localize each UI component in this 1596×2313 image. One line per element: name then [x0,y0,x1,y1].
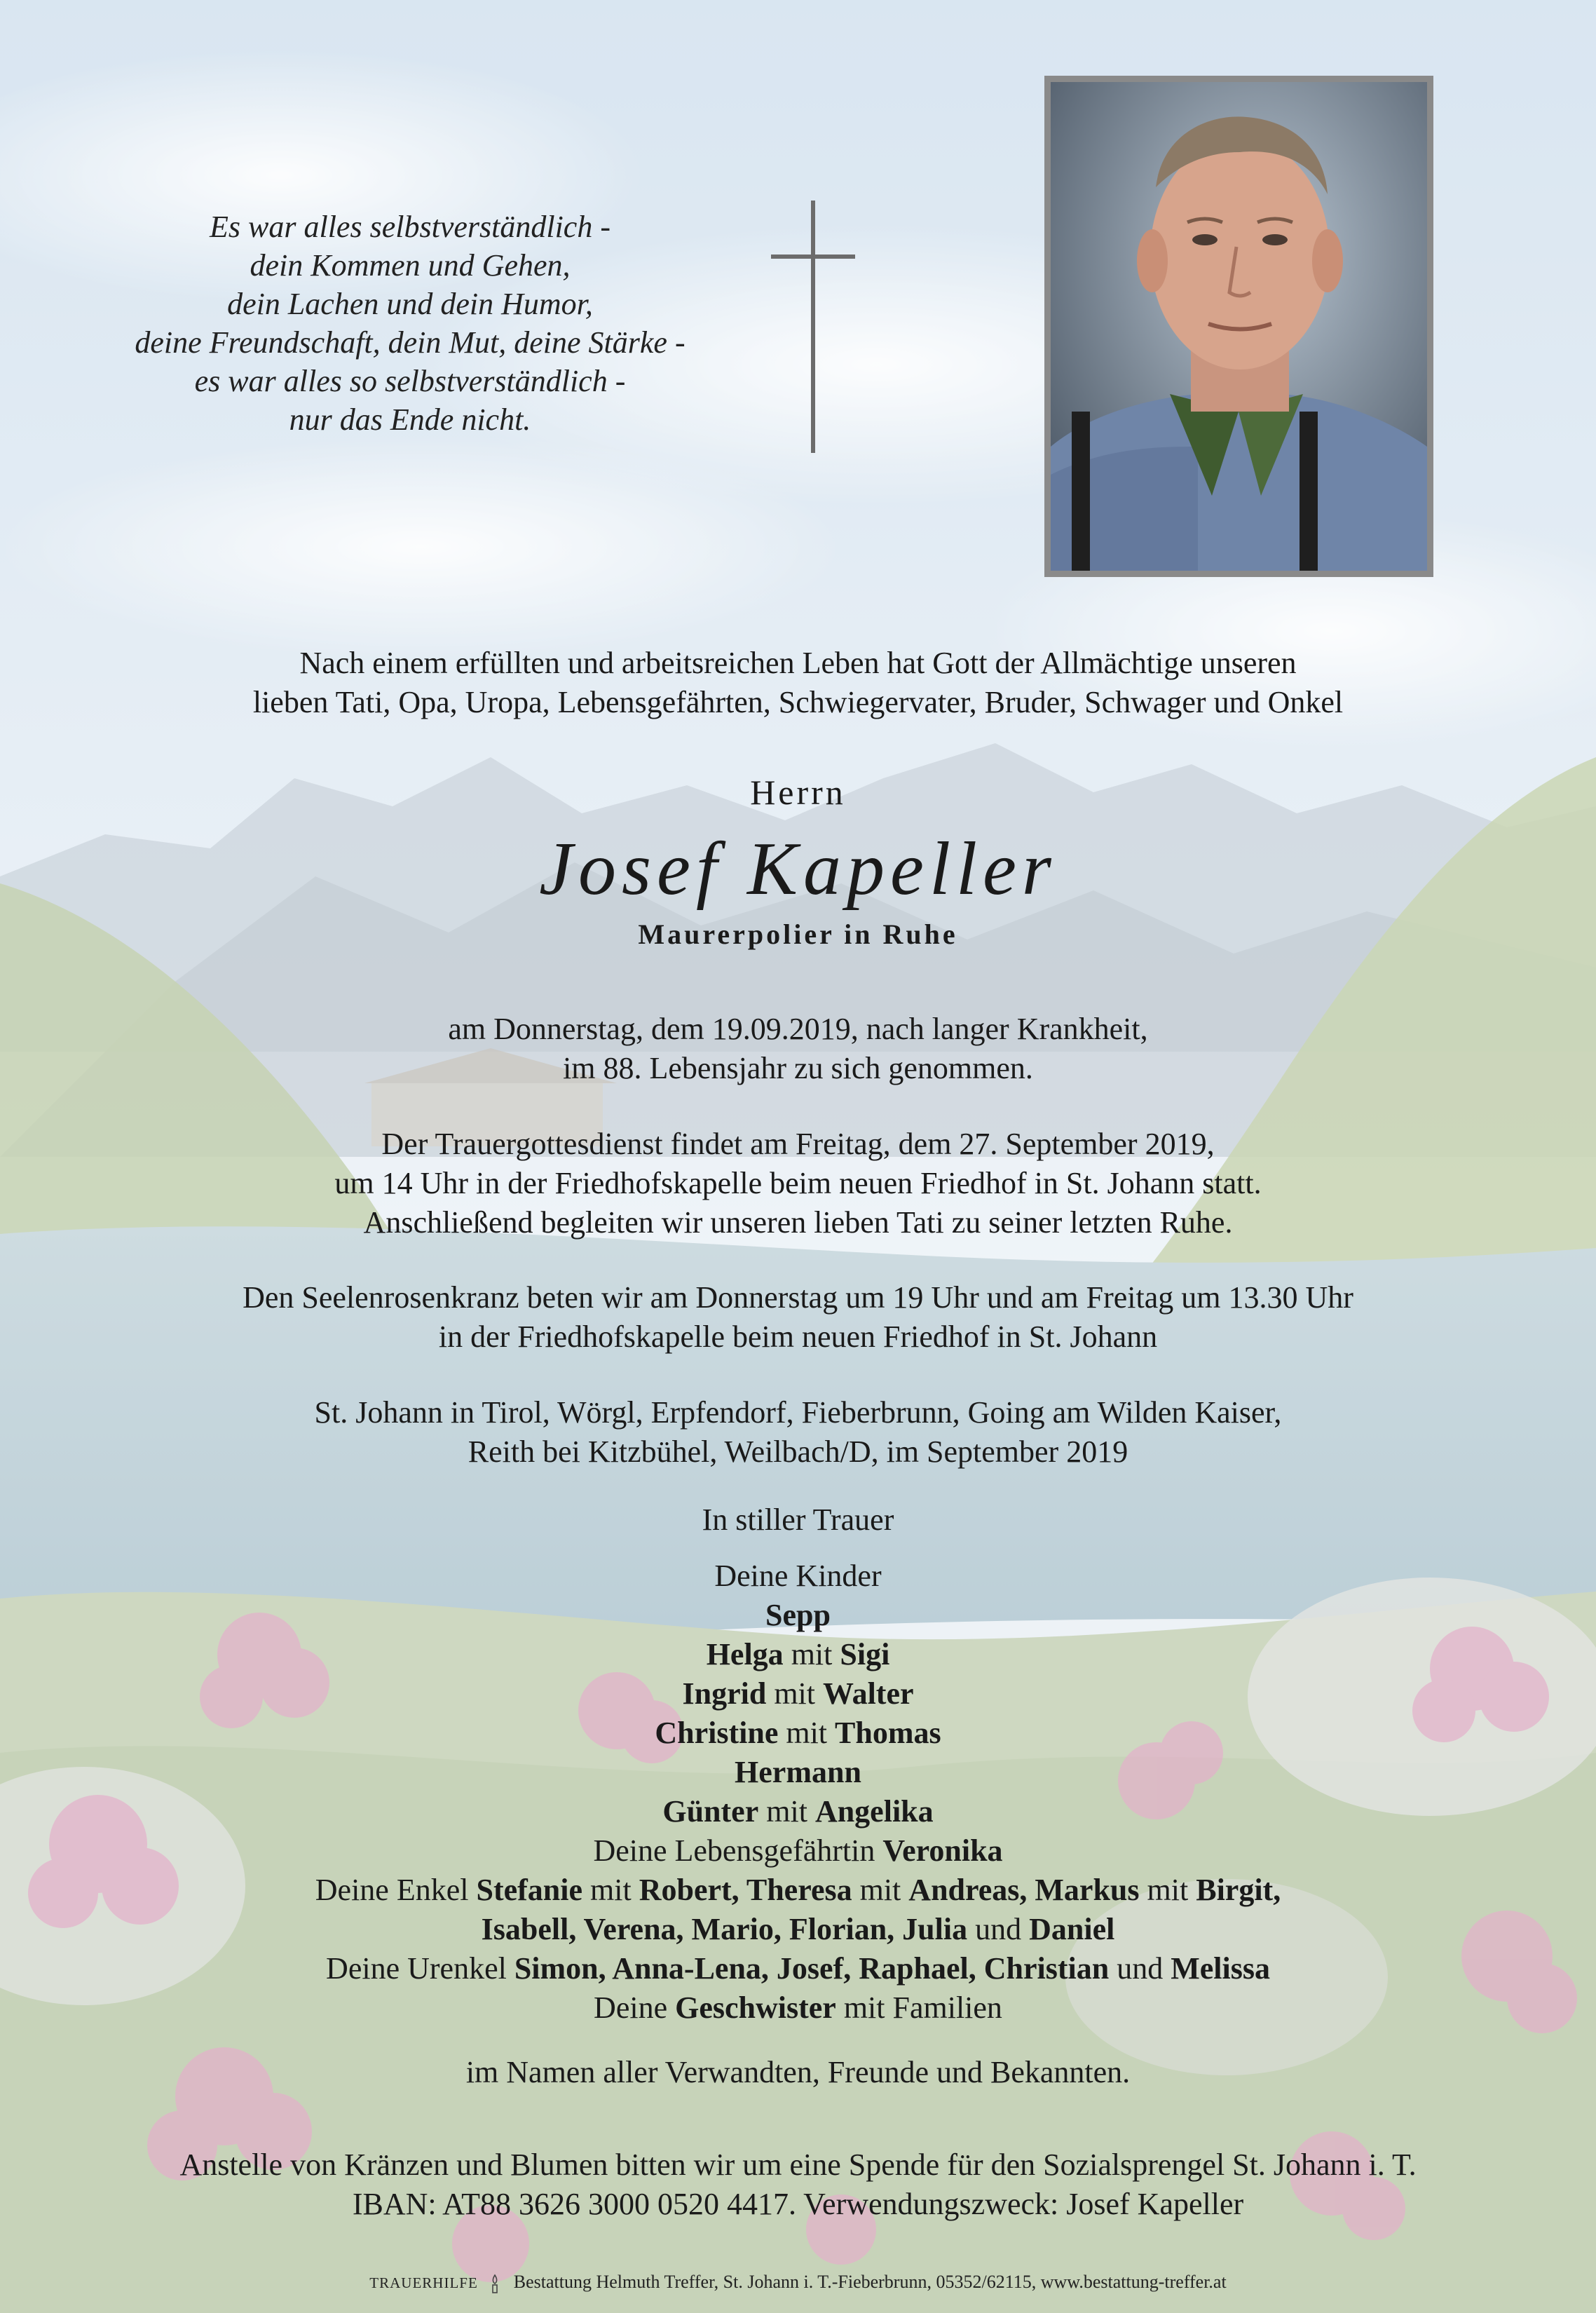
child-name: Helga [706,1637,784,1671]
rosary-line: in der Friedhofskapelle beim neuen Friedhof in St. Johann [438,1320,1158,1354]
grandchildren-line: Deine Enkel Stefanie mit Robert, Theresa mit Andreas, Markus mit Birgit, [315,1873,1281,1907]
places-line: St. Johann in Tirol, Wörgl, Erpfendorf, Fieberbrunn, Going am Wilden Kaiser, [314,1395,1282,1430]
service-line: um 14 Uhr in der Friedhofskapelle beim neuen Friedhof in St. Johann statt. [334,1166,1262,1200]
grief-heading: In stiller Trauer [702,1503,894,1537]
donation-request [0,2145,1596,2224]
life-partner-name: Veronika [882,1833,1003,1868]
service-line: Anschließend begleiten wir unseren lieben Tati zu seiner letzten Ruhe. [363,1205,1233,1240]
child-name: Christine [655,1716,779,1750]
family-member: Günter mit Angelika [662,1794,934,1829]
on-behalf-line: im Namen aller Verwandten, Freunde und Bekannten. [465,2055,1131,2089]
family-member: Ingrid mit Walter [682,1676,914,1711]
family-member [0,1596,1596,1635]
donation-line: Anstelle von Kränzen und Blumen bitten wir um eine Spende für den Sozialsprengel St. Johann i. T. [179,2148,1417,2182]
places-line: Reith bei Kitzbühel, Weilbach/D, im September 2019 [468,1434,1128,1469]
poem-line: es war alles so selbstverständlich - [194,364,626,398]
poem-line: Es war alles selbstverständlich - [210,210,611,244]
intro-line: Nach einem erfüllten und arbeitsreichen Leben hat Gott der Allmächtige unseren [299,646,1297,680]
poem-line: deine Freundschaft, dein Mut, deine Stärke - [135,325,686,360]
portrait-frame [1044,76,1433,577]
deceased-title: Maurerpolier in Ruhe [638,918,958,950]
family-member: Helga mit Sigi [706,1637,890,1671]
footer [0,2270,1596,2295]
poem [42,208,778,439]
death-line: im 88. Lebensjahr zu sich genommen. [563,1051,1033,1085]
candle-icon [486,2274,503,2293]
poem-line: nur das Ende nicht. [289,402,531,437]
intro-text [0,644,1596,722]
funeral-service [0,1125,1596,1242]
life-partner-line: Deine Lebensgefährtin Veronika [593,1833,1003,1868]
grandchildren-line: Isabell, Verena, Mario, Florian, Julia und Daniel [481,1912,1115,1946]
service-line: Der Trauergottesdienst findet am Freitag, dem 27. September 2019, [381,1127,1215,1161]
partner-name: Walter [823,1676,914,1711]
great-grandchildren-line: Deine Urenkel Simon, Anna-Lena, Josef, Raphael, Christian und Melissa [326,1951,1270,1986]
footer-text: Bestattung Helmuth Treffer, St. Johann i. T.-Fieberbrunn, 05352/62115, www.bestattung-treffer.at [513,2272,1227,2292]
child-name: Hermann [735,1755,861,1789]
places-date [0,1393,1596,1472]
siblings-line: Deine Geschwister mit Familien [594,1990,1002,2025]
deceased-name: Josef Kapeller [539,827,1057,911]
family-member: Christine mit Thomas [655,1716,941,1750]
partner-name: Thomas [835,1716,941,1750]
iban-line: IBAN: AT88 3626 3000 0520 4417. Verwendungszweck: Josef Kapeller [352,2187,1244,2221]
death-line: am Donnerstag, dem 19.09.2019, nach langer Krankheit, [448,1012,1148,1046]
child-name: Günter [662,1794,759,1829]
cross-icon [771,201,855,453]
footer-brand: TRAUERHILFE [369,2274,478,2291]
salutation: Herrn [750,773,846,812]
family-list [0,1556,1596,2028]
rosary-line: Den Seelenrosenkranz beten wir am Donnerstag um 19 Uhr und am Freitag um 13.30 Uhr [243,1280,1353,1315]
partner-name: Angelika [814,1794,934,1829]
child-name: Sepp [765,1598,831,1632]
partner-name: Sigi [840,1637,890,1671]
death-notice [0,1010,1596,1088]
intro-line: lieben Tati, Opa, Uropa, Lebensgefährten, Schwiegervater, Bruder, Schwager und Onkel [252,685,1344,719]
child-name: Ingrid [682,1676,767,1711]
rosary-notice [0,1278,1596,1357]
children-label: Deine Kinder [714,1559,882,1593]
poem-line: dein Kommen und Gehen, [250,248,571,283]
portrait-photo [1051,82,1427,571]
poem-line: dein Lachen und dein Humor, [227,287,593,321]
family-member [0,1753,1596,1792]
